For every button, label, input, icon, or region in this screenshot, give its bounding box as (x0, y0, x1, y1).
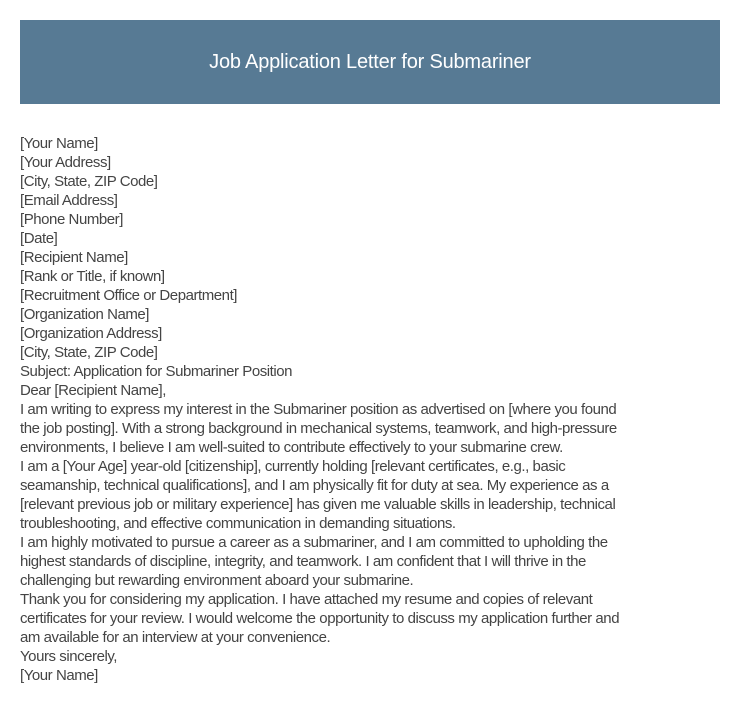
paragraph-line: [relevant previous job or military experience] has given me valuable skills in leadership, technical (20, 496, 616, 513)
letter-body (20, 134, 730, 685)
recipient-org-address: [Organization Address] (20, 325, 162, 342)
sender-name: [Your Name] (20, 135, 98, 152)
sender-email: [Email Address] (20, 192, 118, 209)
paragraph-line: challenging but rewarding environment aboard your submarine. (20, 572, 414, 589)
letter-closing: Yours sincerely, (20, 648, 118, 665)
recipient-rank-title: [Rank or Title, if known] (20, 268, 165, 285)
recipient-city-state-zip: [City, State, ZIP Code] (20, 344, 158, 361)
paragraph-qualifications (20, 457, 730, 533)
letter-subject: Subject: Application for Submariner Position (20, 363, 293, 380)
paragraph-motivation (20, 533, 730, 590)
paragraph-line: am available for an interview at your convenience. (20, 629, 331, 646)
sender-block (20, 134, 730, 248)
paragraph-line: I am writing to express my interest in the Submariner position as advertised on [where you found (20, 401, 617, 418)
paragraph-line: Thank you for considering my application. I have attached my resume and copies of relevant (20, 591, 593, 608)
paragraph-line: the job posting]. With a strong background in mechanical systems, teamwork, and high-pressure (20, 420, 617, 437)
letter-salutation: Dear [Recipient Name], (20, 382, 166, 399)
paragraph-line: environments, I believe I am well-suited to contribute effectively to your submarine crew. (20, 439, 563, 456)
sender-address: [Your Address] (20, 154, 111, 171)
page-header (20, 20, 720, 104)
letter-signature: [Your Name] (20, 667, 98, 684)
paragraph-line: seamanship, technical qualifications], and I am physically fit for duty at sea. My experience as a (20, 477, 609, 494)
sender-phone: [Phone Number] (20, 211, 123, 228)
recipient-office: [Recruitment Office or Department] (20, 287, 238, 304)
paragraph-line: highest standards of discipline, integrity, and teamwork. I am confident that I will thrive in the (20, 553, 586, 570)
page-title: Job Application Letter for Submariner (209, 50, 531, 73)
paragraph-thanks (20, 590, 730, 647)
sender-city-state-zip: [City, State, ZIP Code] (20, 173, 158, 190)
paragraph-introduction (20, 400, 730, 457)
paragraph-line: troubleshooting, and effective communication in demanding situations. (20, 515, 456, 532)
recipient-organization: [Organization Name] (20, 306, 150, 323)
letter-date: [Date] (20, 230, 58, 247)
paragraph-line: I am highly motivated to pursue a career as a submariner, and I am committed to upholding the (20, 534, 608, 551)
recipient-block (20, 248, 730, 362)
recipient-name: [Recipient Name] (20, 249, 128, 266)
paragraph-line: certificates for your review. I would welcome the opportunity to discuss my application further and (20, 610, 620, 627)
paragraph-line: I am a [Your Age] year-old [citizenship], currently holding [relevant certificates, e.g., basic (20, 458, 566, 475)
